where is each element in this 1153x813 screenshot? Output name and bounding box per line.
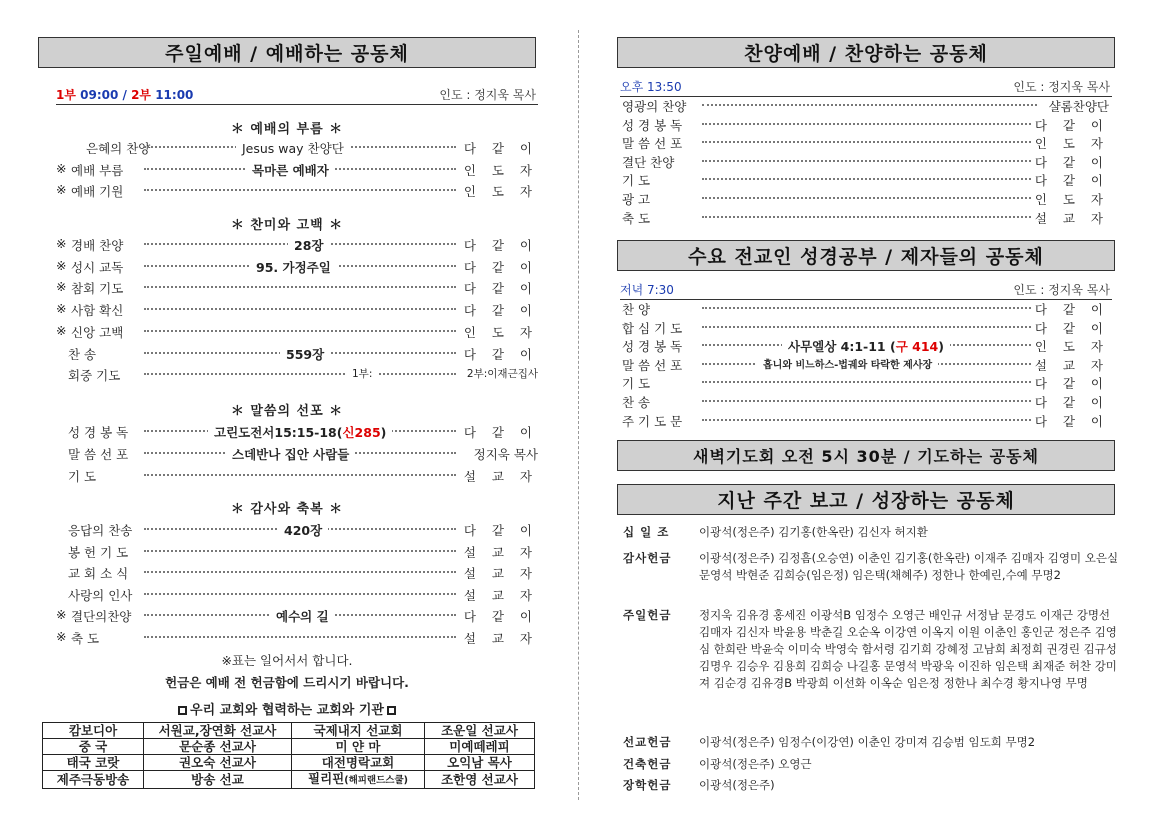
item-label: 예배 기원 xyxy=(71,184,124,199)
table-cell: 서원교,장연화 선교사 xyxy=(144,723,292,739)
section-thanks-blessing: ＊ 감사와 축복 ＊ xyxy=(230,502,344,517)
report-names: 이광석(정은주) 김정흠(오승연) 이춘인 김기홍(한옥란) 이재주 김매자 김영미 오은실 문영석 박현준 김희승(임은정) 임은택(채혜주) 정한나 한예린,수예 무명2 xyxy=(699,551,1119,582)
item-performer: 다 같 이 xyxy=(1034,154,1109,170)
leader-dots xyxy=(702,419,1031,421)
item-content: 스데반나 집안 사람들 xyxy=(226,445,355,463)
item-label: 찬 송 xyxy=(68,346,97,362)
order-item-row xyxy=(622,153,1109,171)
item-performer: 설 교 자 xyxy=(463,469,538,484)
item-content: 홉니와 비느하스-법궤와 타락한 제사장 xyxy=(757,356,938,371)
stand-mark: ※ xyxy=(56,607,67,622)
item-label: 사랑의 인사 xyxy=(68,587,133,603)
table-cell: 대전명락교회 xyxy=(292,755,425,771)
report-names: 이광석(정은주) 오영근 xyxy=(699,757,812,771)
item-content: 사무엘상 4:1-11 (구 414) xyxy=(782,337,950,355)
offering-note: 헌금은 예배 전 헌금함에 드리시기 바랍니다. xyxy=(165,675,409,690)
item-performer: 정지욱 목사 xyxy=(473,447,538,462)
report-category: 십 일 조 xyxy=(623,525,670,539)
service-times: 1부 09:00 / 2부 11:00 xyxy=(56,88,194,102)
order-item-row xyxy=(56,564,538,582)
order-item-row xyxy=(56,543,538,561)
partners-heading: 우리 교회와 협력하는 교회와 기관 xyxy=(38,699,536,718)
table-row xyxy=(43,739,535,755)
item-content: 고린도전서15:15-18(신285) xyxy=(208,423,392,441)
wednesday-header xyxy=(620,283,1112,300)
item-performer: 다 같 이 xyxy=(1034,302,1109,317)
order-item-row xyxy=(622,412,1109,430)
table-cell: 조한영 선교사 xyxy=(425,771,535,789)
order-item-row xyxy=(622,356,1109,374)
leader-dots xyxy=(144,286,456,288)
item-content: 28장 xyxy=(288,236,329,254)
stand-mark: ※ xyxy=(56,257,67,273)
wednesday-leader: 인도 : 정지욱 목사 xyxy=(1013,283,1110,297)
order-item-row xyxy=(622,337,1109,355)
praise-leader: 인도 : 정지욱 목사 xyxy=(1013,80,1110,94)
leader-dots xyxy=(144,308,456,310)
order-item-row xyxy=(56,345,538,363)
dawn-prayer-title: 새벽기도회 오전 5시 30분 / 기도하는 공동체 xyxy=(617,440,1115,471)
order-item-row xyxy=(622,393,1109,411)
item-performer: 다 같 이 xyxy=(1034,117,1109,133)
table-row xyxy=(43,723,535,739)
item-content: 420장 xyxy=(278,521,328,539)
leader-dots xyxy=(144,189,456,191)
item-performer: 다 같 이 xyxy=(463,609,538,624)
order-item-row xyxy=(56,139,538,157)
item-performer: 인 도 자 xyxy=(1034,136,1109,152)
item-label: 예배 부름 xyxy=(71,162,124,178)
leader-dots xyxy=(144,636,456,638)
order-item-row xyxy=(56,445,538,463)
item-performer: 다 같 이 xyxy=(463,523,538,538)
item-performer: 다 같 이 xyxy=(1034,376,1109,392)
order-item-row xyxy=(56,607,538,625)
order-item-row xyxy=(622,134,1109,152)
leader-dots xyxy=(702,197,1031,199)
report-category: 주일헌금 xyxy=(623,608,672,622)
item-performer: 다 같 이 xyxy=(1034,173,1109,189)
item-label: 영광의 찬양 xyxy=(622,99,687,114)
item-label: 찬 양 xyxy=(622,302,651,317)
item-label: 봉 헌 기 도 xyxy=(68,544,129,560)
item-label: 찬 송 xyxy=(622,395,651,410)
order-item-row xyxy=(56,467,538,485)
report-names: 이광석(정은주) 임정수(이강연) 이춘인 강미져 김승범 임도희 무명2 xyxy=(699,735,1036,749)
table-cell: 캄보디아 xyxy=(43,723,144,739)
item-label: 성 경 봉 독 xyxy=(68,425,129,440)
wednesday-time: 저녁 7:30 xyxy=(620,283,674,297)
standing-note: ※표는 일어서서 합니다. xyxy=(221,653,353,668)
square-bullet-icon xyxy=(387,706,396,715)
table-cell: 권오숙 선교사 xyxy=(144,755,292,771)
section-proclamation: ＊ 말씀의 선포 ＊ xyxy=(230,404,344,419)
table-cell: 제주극동방송 xyxy=(43,771,144,789)
order-item-row xyxy=(622,97,1109,115)
item-label: 말 씀 선 포 xyxy=(622,357,683,373)
item-label: 기 도 xyxy=(68,469,97,484)
leader-dots xyxy=(702,307,1031,309)
item-performer: 설 교 자 xyxy=(463,544,538,560)
section-praise-confession: ＊ 찬미와 고백 ＊ xyxy=(230,218,344,233)
item-performer: 샬롬찬양단 xyxy=(1048,99,1109,114)
item-label: 회중 기도 xyxy=(68,368,121,384)
order-item-row xyxy=(56,586,538,604)
item-label: 기 도 xyxy=(622,173,651,189)
item-performer: 설 교 자 xyxy=(1034,210,1109,226)
order-item-row xyxy=(622,300,1109,318)
item-label: 기 도 xyxy=(622,376,651,392)
stand-mark: ※ xyxy=(56,628,67,644)
stand-mark: ※ xyxy=(56,301,67,317)
item-label: 축 도 xyxy=(622,210,651,226)
item-label: 성시 교독 xyxy=(71,259,124,275)
item-label: 사함 확신 xyxy=(71,303,124,319)
stand-mark: ※ xyxy=(56,322,67,338)
section-call-to-worship: ＊ 예배의 부름 ＊ xyxy=(230,122,344,137)
stand-mark: ※ xyxy=(56,182,67,197)
item-content: 95. 가정주일 xyxy=(250,258,337,276)
report-category: 건축헌금 xyxy=(623,757,672,771)
table-cell: 태국 코랏 xyxy=(43,755,144,771)
item-label: 말 씀 선 포 xyxy=(68,447,129,462)
order-item-row xyxy=(622,190,1109,208)
table-cell: 미 얀 마 xyxy=(292,739,425,755)
leader-dots xyxy=(144,474,456,476)
item-content: 1부: xyxy=(346,366,378,381)
item-performer: 설 교 자 xyxy=(463,587,538,603)
item-performer: 다 같 이 xyxy=(463,346,538,362)
order-item-row xyxy=(56,301,538,319)
item-label: 은혜의 찬양 xyxy=(86,141,151,156)
item-label: 주 기 도 문 xyxy=(622,413,683,429)
order-item-row xyxy=(622,209,1109,227)
order-item-row xyxy=(622,116,1109,134)
leader-dots xyxy=(702,123,1031,125)
item-label: 광 고 xyxy=(622,192,651,207)
order-item-row xyxy=(56,366,538,384)
order-item-row xyxy=(56,279,538,297)
report-names: 이광석(정은주) 김기홍(한옥란) 김신자 허지환 xyxy=(699,525,928,539)
item-content: 예수의 길 xyxy=(270,607,335,625)
table-cell: 조운일 선교사 xyxy=(425,723,535,739)
stand-mark: ※ xyxy=(56,236,67,251)
order-item-row xyxy=(56,182,538,200)
leader-dots xyxy=(702,216,1031,218)
table-row xyxy=(43,771,535,789)
weekly-report-title: 지난 주간 보고 / 성장하는 공동체 xyxy=(617,484,1115,515)
order-item-row xyxy=(56,258,538,276)
item-performer: 설 교 자 xyxy=(463,630,538,646)
item-performer: 다 같 이 xyxy=(463,141,538,156)
item-performer: 인 도 자 xyxy=(1034,192,1109,207)
item-content: 목마른 예배자 xyxy=(246,161,335,179)
report-category: 감사헌금 xyxy=(623,551,672,565)
leader-dots xyxy=(144,330,456,332)
item-content: 559장 xyxy=(280,345,330,363)
item-performer: 다 같 이 xyxy=(463,425,538,440)
order-item-row xyxy=(56,521,538,539)
leader-dots xyxy=(144,593,456,595)
item-label: 경배 찬양 xyxy=(71,238,124,253)
item-performer: 다 같 이 xyxy=(463,259,538,275)
item-performer: 설 교 자 xyxy=(1034,357,1109,373)
item-performer: 다 같 이 xyxy=(463,303,538,319)
order-item-row xyxy=(56,236,538,254)
item-content: Jesus way 찬양단 xyxy=(236,139,350,157)
service-times-header xyxy=(56,88,538,105)
leader-dots xyxy=(702,178,1031,180)
table-cell: 오익남 목사 xyxy=(425,755,535,771)
item-label: 신앙 고백 xyxy=(71,324,124,340)
item-label: 결단의찬양 xyxy=(71,609,132,624)
leader-dots xyxy=(702,381,1031,383)
leader-dots xyxy=(144,373,456,375)
table-cell: 방송 선교 xyxy=(144,771,292,789)
column-divider xyxy=(578,30,579,800)
table-cell: 필리핀(해피랜드스쿨) xyxy=(292,771,425,789)
item-performer: 인 도 자 xyxy=(1034,339,1109,355)
leader-text: 인도 : 정지욱 목사 xyxy=(439,88,536,102)
stand-mark: ※ xyxy=(56,160,67,176)
item-performer: 다 같 이 xyxy=(1034,320,1109,336)
praise-time: 오후 13:50 xyxy=(620,80,682,94)
stand-mark: ※ xyxy=(56,279,67,295)
order-item-row xyxy=(56,629,538,647)
square-bullet-icon xyxy=(178,706,187,715)
partners-table xyxy=(42,722,535,789)
table-cell: 중 국 xyxy=(43,739,144,755)
item-label: 성 경 봉 독 xyxy=(622,339,683,355)
order-item-row xyxy=(622,319,1109,337)
table-cell: 미예떼레피 xyxy=(425,739,535,755)
report-names: 정지욱 김유경 홍세진 이광석B 임정수 오영근 배인규 서정남 문경도 이재근 강명선 김매자 김신자 박윤용 박춘길 오순옥 이강연 이옥지 이원 이춘인 홍인군 정은주 김영심 한희란 박윤숙 이미숙 박영숙 함서령 김기희 강혜정 고남희 최정희 권경린 김규성 김명우 김승우 김용희 김희승 나길홍 문영석 박광욱 이진하 임은택 최재준 허찬 강미져 김순경 김유경B 박광희 이선화 이옥순 임은정 정한나 최수경 황지나영 무명 xyxy=(699,608,1117,690)
order-item-row xyxy=(622,374,1109,392)
item-label: 결단 찬양 xyxy=(622,154,675,170)
leader-dots xyxy=(702,141,1031,143)
item-performer: 다 같 이 xyxy=(1034,413,1109,429)
order-item-row xyxy=(56,323,538,341)
item-label: 합 심 기 도 xyxy=(622,320,683,336)
item-label: 참회 기도 xyxy=(71,281,124,297)
item-performer: 다 같 이 xyxy=(463,281,538,297)
order-item-row xyxy=(56,423,538,441)
leader-dots xyxy=(702,160,1031,162)
item-label: 교 회 소 식 xyxy=(68,566,129,581)
praise-worship-title: 찬양예배 / 찬양하는 공동체 xyxy=(617,37,1115,68)
item-performer: 다 같 이 xyxy=(463,238,538,253)
item-performer: 다 같 이 xyxy=(1034,395,1109,410)
item-performer: 인 도 자 xyxy=(463,324,538,340)
leader-dots xyxy=(144,550,456,552)
table-cell: 국제내지 선교회 xyxy=(292,723,425,739)
item-performer: 2부:이재근집사 xyxy=(466,368,538,381)
report-category: 장학헌금 xyxy=(623,778,672,792)
item-label: 말 씀 선 포 xyxy=(622,136,683,152)
sunday-worship-title: 주일예배 / 예배하는 공동체 xyxy=(38,37,536,68)
wednesday-study-title: 수요 전교인 성경공부 / 제자들의 공동체 xyxy=(617,240,1115,271)
item-label: 축 도 xyxy=(71,630,100,646)
leader-dots xyxy=(702,104,1037,106)
report-category: 선교헌금 xyxy=(623,735,672,749)
item-performer: 인 도 자 xyxy=(463,184,538,199)
order-item-row xyxy=(622,171,1109,189)
praise-worship-header xyxy=(620,80,1112,97)
item-label: 성 경 봉 독 xyxy=(622,117,683,133)
order-item-row xyxy=(56,161,538,179)
item-performer: 인 도 자 xyxy=(463,162,538,178)
table-cell: 문순종 선교사 xyxy=(144,739,292,755)
item-performer: 설 교 자 xyxy=(463,566,538,581)
leader-dots xyxy=(702,400,1031,402)
leader-dots xyxy=(702,326,1031,328)
table-row xyxy=(43,755,535,771)
leader-dots xyxy=(144,571,456,573)
report-names: 이광석(정은주) xyxy=(699,778,775,792)
item-label: 응답의 찬송 xyxy=(68,523,133,538)
